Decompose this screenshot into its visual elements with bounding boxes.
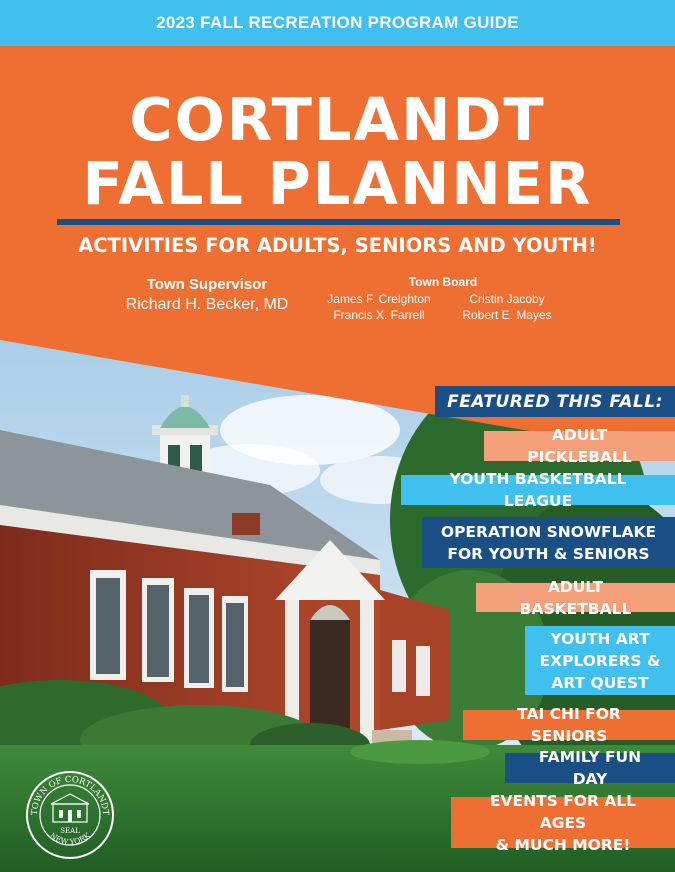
board-member: Cristin Jacoby [469,292,545,306]
board-member: James F. Creighton [327,292,431,306]
page-title [0,85,675,218]
title-line-1: CORTLANDT [129,85,546,154]
featured-item-adult-basketball: ADULT BASKETBALL [476,583,675,612]
featured-item-adult-pickleball: ADULT PICKLEBALL [484,431,675,461]
board-role: Town Board [408,275,478,289]
program-guide-banner: 2023 FALL RECREATION PROGRAM GUIDE [0,0,675,46]
title-divider [57,219,620,225]
seal-bottom-text: NEW YORK [48,830,92,847]
featured-item-youth-art: YOUTH ART EXPLORERS & ART QUEST [525,626,675,695]
supervisor-role: Town Supervisor [146,276,268,293]
featured-heading: FEATURED THIS FALL: [435,386,675,417]
svg-text:TOWN OF CORTLANDT [30,775,110,816]
subtitle: ACTIVITIES FOR ADULTS, SENIORS AND YOUTH! [78,234,597,257]
seal-center-text: SEAL [60,827,80,835]
town-seal-logo [25,770,115,860]
featured-item-operation-snowflake: OPERATION SNOWFLAKE FOR YOUTH & SENIORS [422,517,675,568]
board-member: Francis X. Farrell [333,308,425,322]
featured-item-youth-basketball-league: YOUTH BASKETBALL LEAGUE [401,475,675,505]
supervisor-name: Richard H. Becker, MD [125,296,289,313]
seal-top-text: TOWN OF CORTLANDT [29,774,111,816]
featured-item-events-for-all-ages: EVENTS FOR ALL AGES & MUCH MORE! [451,797,675,848]
board-member: Robert E. Mayes [462,308,552,322]
featured-item-family-fun-day: FAMILY FUN DAY [505,753,675,783]
featured-item-tai-chi: TAI CHI FOR SENIORS [463,710,675,740]
title-line-2: FALL PLANNER [82,149,593,218]
town-supervisor [112,276,302,314]
town-board [318,275,568,322]
